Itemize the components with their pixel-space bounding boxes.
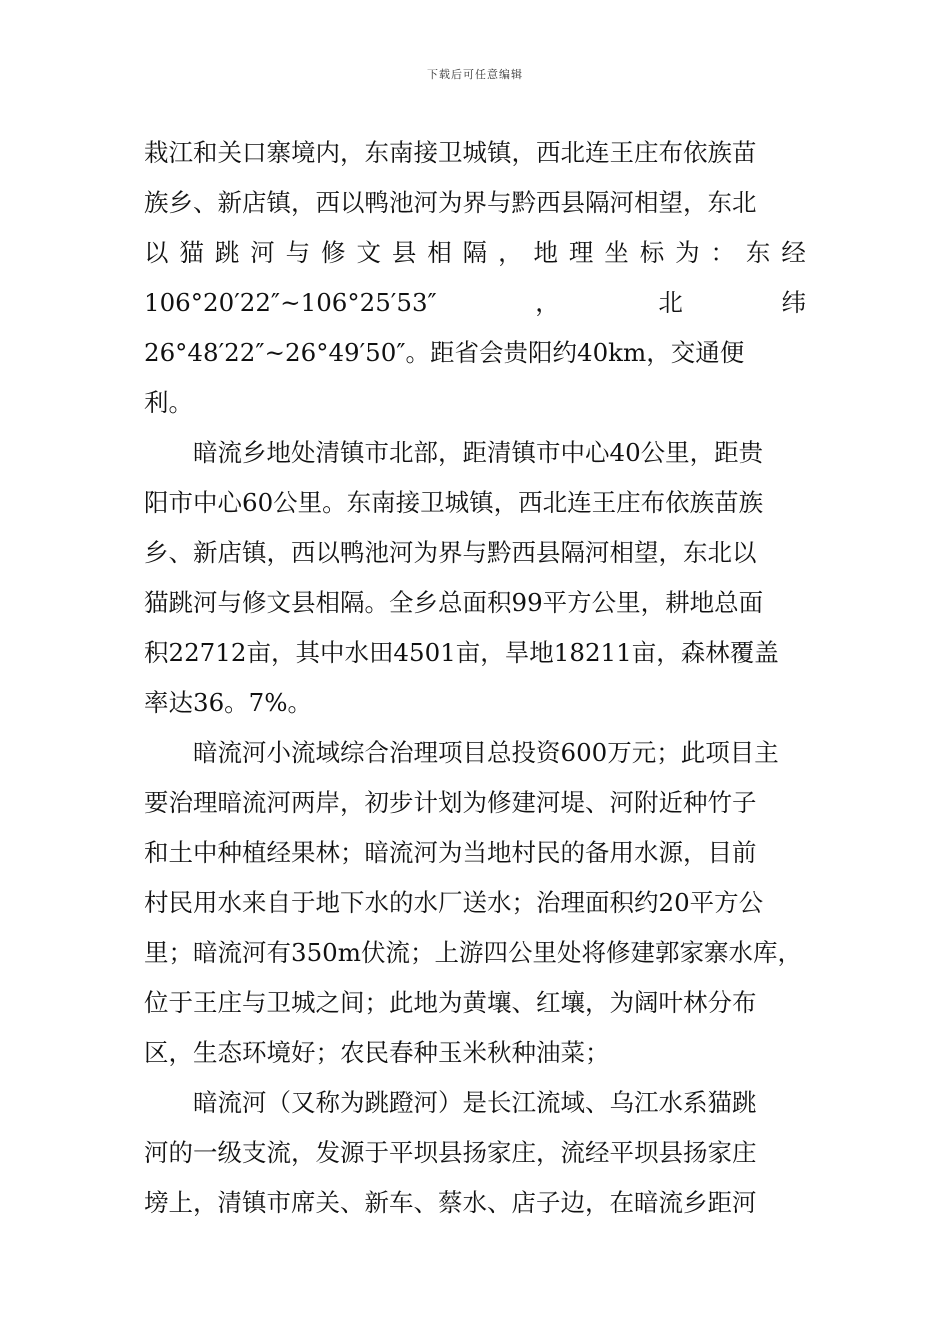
text-glyph: 坐 xyxy=(604,238,629,267)
text-glyph: 为 xyxy=(675,238,700,267)
text-glyph: 理 xyxy=(568,238,594,267)
text-glyph: 相 xyxy=(427,238,452,267)
text-glyph: 跳 xyxy=(214,238,240,267)
text-line: 要治理暗流河两岸，初步计划为修建河堤、河附近种竹子 xyxy=(144,788,757,817)
text-glyph: 纬 xyxy=(781,288,806,317)
text-line: 区，生态环境好；农民春种玉米秋种油菜； xyxy=(144,1038,610,1067)
text-line: 和土中种植经果林；暗流河为当地村民的备用水源，目前 xyxy=(144,838,757,867)
text-glyph: 隔 xyxy=(462,238,488,267)
text-glyph: 猫 xyxy=(179,238,204,267)
text-glyph: 经 xyxy=(781,238,806,267)
text-line: 村民用水来自于地下水的水厂送水；治理面积约20平方公 xyxy=(144,888,764,917)
text-glyph: 文 xyxy=(356,238,381,267)
text-glyph: 修 xyxy=(321,238,346,267)
text-glyph: ： xyxy=(710,238,735,267)
text-line: 乡、新店镇，西以鸭池河为界与黔西县隔河相望，东北以 xyxy=(144,538,757,567)
paragraph-first-line: 暗流河（又称为跳蹬河）是长江流域、乌江水系猫跳 xyxy=(193,1088,757,1117)
text-line: 里；暗流河有350m伏流；上游四公里处将修建郭家寨水库， xyxy=(144,938,802,967)
text-glyph: ， xyxy=(498,238,523,267)
document-body xyxy=(144,128,806,1228)
text-glyph: 标 xyxy=(639,238,665,267)
text-line: 栽江和关口寨境内，东南接卫城镇，西北连王庄布依族苗 xyxy=(144,138,757,167)
text-line: 积22712亩，其中水田4501亩，旱地18211亩，森林覆盖 xyxy=(144,638,779,667)
text-line: 利。 xyxy=(144,388,193,417)
text-glyph: 以 xyxy=(144,238,169,267)
paragraph-first-line: 暗流乡地处清镇市北部，距清镇市中心40公里，距贵 xyxy=(193,438,764,467)
page-header: 下载后可任意编辑 xyxy=(427,68,523,81)
text-line: 位于王庄与卫城之间；此地为黄壤、红壤，为阔叶林分布 xyxy=(144,988,757,1017)
text-line: 26°48′22″~26°49′50″。距省会贵阳约40km，交通便 xyxy=(144,338,745,367)
text-glyph: ， xyxy=(535,288,560,317)
text-glyph: 地 xyxy=(533,238,558,267)
text-line: 率达36。7%。 xyxy=(144,688,313,717)
text-line-justified xyxy=(144,228,806,278)
text-glyph: 北 xyxy=(658,288,683,317)
text-glyph: 与 xyxy=(285,238,311,267)
text-line-justified xyxy=(144,278,806,328)
text-line: 塝上，清镇市席关、新车、蔡水、店子边，在暗流乡距河 xyxy=(144,1188,757,1217)
text-line: 河的一级支流，发源于平坝县扬家庄，流经平坝县扬家庄 xyxy=(144,1138,757,1167)
text-line: 猫跳河与修文县相隔。全乡总面积99平方公里，耕地总面 xyxy=(144,588,764,617)
text-glyph: 县 xyxy=(391,238,417,267)
coordinate-longitude: 106°20′22″~106°25′53″ xyxy=(144,288,437,317)
text-line: 族乡、新店镇，西以鸭池河为界与黔西县隔河相望，东北 xyxy=(144,188,757,217)
text-glyph: 河 xyxy=(250,238,275,267)
paragraph-first-line: 暗流河小流域综合治理项目总投资600万元；此项目主 xyxy=(193,738,779,767)
text-line: 阳市中心60公里。东南接卫城镇，西北连王庄布依族苗族 xyxy=(144,488,764,517)
text-glyph: 东 xyxy=(745,238,771,267)
